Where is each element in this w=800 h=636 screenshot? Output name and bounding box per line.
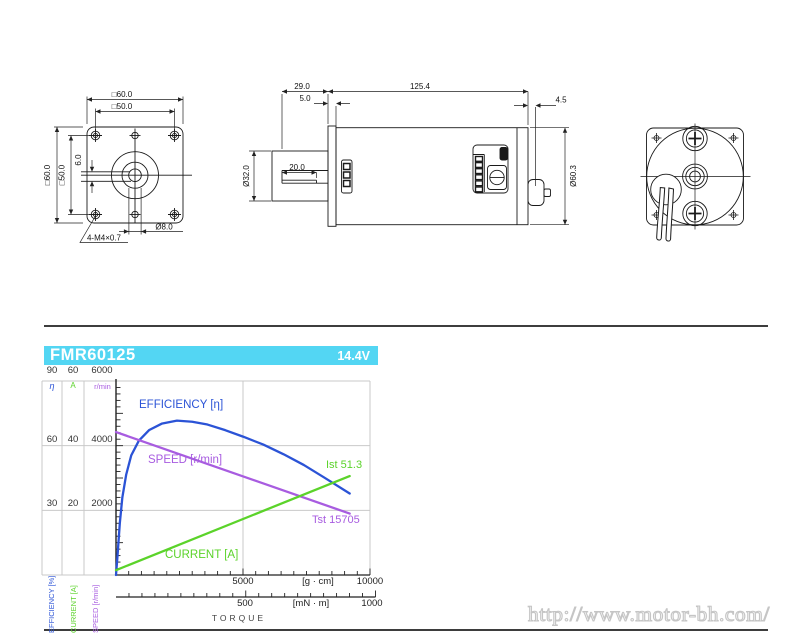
label-speed-curve: SPEED [r/min] bbox=[148, 454, 223, 466]
spd-tick-4000: 4000 bbox=[91, 433, 113, 445]
eff-tick-90: 90 bbox=[46, 365, 58, 376]
dim-shaft-ext: 29.0 bbox=[294, 82, 310, 91]
eff-tick-30: 30 bbox=[46, 498, 58, 509]
xtick-1000: 1000 bbox=[361, 598, 383, 609]
axis-title-speed: SPEED [r/min] bbox=[90, 584, 100, 633]
axis-title-current: CURRENT [A] bbox=[68, 585, 78, 633]
spd-tick-2000: 2000 bbox=[91, 498, 113, 509]
dim-rear-boss: 4.5 bbox=[555, 95, 567, 105]
eff-tick-60: 60 bbox=[46, 433, 58, 445]
spd-tick-6000: 6000 bbox=[91, 365, 113, 376]
dim-shaft-dia: Ø8.0 bbox=[155, 222, 173, 232]
dim-body-dia: Ø60.3 bbox=[569, 165, 578, 187]
rated-voltage: 14.4V bbox=[337, 348, 370, 363]
xunit-mnm: [mN · m] bbox=[292, 598, 330, 609]
dim-front-width-holes: □50.0 bbox=[111, 102, 133, 111]
dim-flat-length: 20.0 bbox=[289, 163, 305, 172]
dim-front-height-holes: □50.0 bbox=[57, 164, 67, 186]
label-efficiency-curve: EFFICIENCY [η] bbox=[139, 399, 224, 411]
stall-current-annotation: Ist 51.3 bbox=[326, 458, 363, 471]
dim-pilot-depth: 5.0 bbox=[299, 94, 311, 103]
cur-unit: A bbox=[70, 381, 76, 390]
model-number: FMR60125 bbox=[50, 346, 136, 364]
dim-front-width-outer: □60.0 bbox=[111, 90, 133, 99]
cur-tick-60: 60 bbox=[67, 365, 79, 376]
eff-unit: η bbox=[49, 380, 55, 391]
dim-body-length: 125.4 bbox=[409, 82, 431, 91]
spd-unit: r/min bbox=[94, 382, 111, 391]
xtick-500: 500 bbox=[237, 598, 253, 609]
xtick-5000: 5000 bbox=[232, 576, 254, 587]
dim-front-height-outer: □60.0 bbox=[43, 164, 52, 186]
axis-title-efficiency: EFFICIENCY [%] bbox=[46, 575, 56, 633]
dim-mount-thread: 4-M4×0.7 bbox=[86, 233, 122, 243]
xunit-gcm: [g · cm] bbox=[302, 576, 334, 587]
watermark-url: http://www.motor-bh.com/ bbox=[528, 602, 770, 626]
cur-tick-20: 20 bbox=[67, 498, 79, 509]
label-current-curve: CURRENT [A] bbox=[165, 549, 239, 561]
cur-tick-40: 40 bbox=[67, 433, 79, 445]
dim-shaft-flat: 6.0 bbox=[74, 154, 83, 166]
x-axis-title: TORQUE bbox=[211, 612, 267, 623]
xtick-10000: 10000 bbox=[356, 576, 384, 587]
dim-pilot-dia: Ø32.0 bbox=[242, 165, 251, 187]
stall-torque-annotation: Tst 15705 bbox=[312, 513, 360, 526]
